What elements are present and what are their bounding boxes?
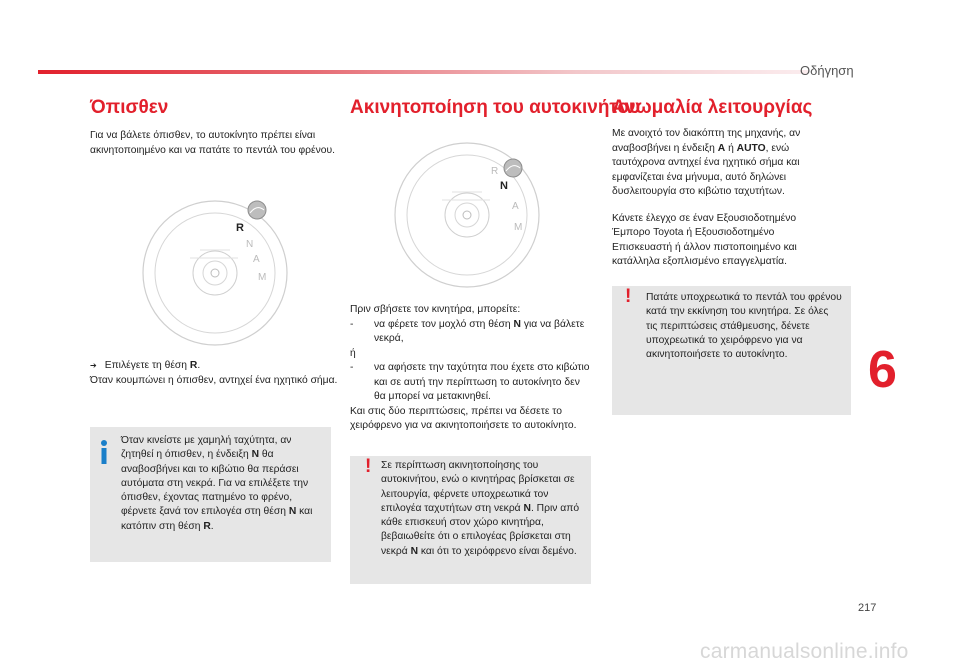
header-accent-bar bbox=[38, 70, 808, 74]
dial-label-a: A bbox=[512, 201, 519, 212]
info-icon bbox=[98, 439, 110, 465]
exclamation-icon: ! bbox=[365, 456, 372, 477]
gear-dial-r-illustration bbox=[140, 198, 290, 348]
exclamation-icon: ! bbox=[625, 286, 632, 307]
reverse-step: ➔ Επιλέγετε τη θέση R. Όταν κουμπώνει η όπισθεν, αντηχεί ένα ηχητικό σήμα. bbox=[90, 360, 338, 386]
malfunction-text: Με ανοιχτό τον διακόπτη της μηχανής, αν αναβοσβήνει η ένδειξη A ή AUTO, ενώ ταυτόχρονα αντηχεί ένα ηχητικό σήμα και εμφανίζεται ένα μήνυμα, αυτό δηλώνει δυσλειτουργία στο κιβώτιο ταχυτήτων. Κάνετε έλεγχο σε έναν Εξουσιοδοτημένο Έμπορο Toyota ή Εξουσιοδοτημένο Επισκευαστή ή άλλον πιστοποιημένο και κατάλληλα εξοπλισμένο επαγγελματία. bbox=[612, 128, 801, 267]
warning-box-malfunction bbox=[612, 286, 851, 415]
heading-immobilisation: Ακινητοποίηση του αυτοκινήτου bbox=[350, 97, 641, 118]
info-box-text: Όταν κινείστε με χαμηλή ταχύτητα, αν ζητηθεί η όπισθεν, η ένδειξη N θα αναβοσβήνει και το κιβώτιο θα περάσει αυτόματα στη νεκρά. Για να επιλέξετε την όπισθεν, έχοντας πατημένο το φρένο, φέρνετε ξανά τον επιλογέα στη θέση N και κατόπιν στη θέση R. bbox=[121, 435, 313, 532]
heading-reverse: Όπισθεν bbox=[90, 97, 169, 118]
immobilisation-text: Πριν σβήσετε τον κινητήρα, μπορείτε: - να φέρετε τον μοχλό στη θέση N για να βάλετε νεκρά, ή - να αφήσετε την ταχύτητα που έχετε στο κιβώτιο και σε αυτή την περίπτωση το αυτοκίνητο δεν θα μπορεί να μετακινηθεί. Και στις δύο περιπτώσεις, πρέπει να δέσετε το χειρόφρενο για να ακινητοποιήσετε το αυτοκίνητο. bbox=[350, 304, 590, 431]
info-box-reverse bbox=[90, 427, 331, 562]
dial-label-r: R bbox=[236, 222, 244, 234]
page-number: 217 bbox=[858, 602, 877, 614]
dial-label-m: M bbox=[258, 272, 267, 283]
dial-label-r: R bbox=[491, 166, 499, 177]
section-title: Οδήγηση bbox=[800, 63, 854, 78]
dial-label-a: A bbox=[253, 254, 260, 265]
chapter-number: 6 bbox=[868, 341, 897, 399]
arrow-bullet-icon: ➔ bbox=[90, 361, 97, 370]
warning-box-text: Σε περίπτωση ακινητοποίησης του αυτοκινήτου, ενώ ο κινητήρας βρίσκεται σε λειτουργία, φέρνετε υποχρεωτικά τον επιλογέα ταχυτήτων στη νεκρά N. Πριν από κάθε επισκευή στον χώρο κινητήρα, βεβαιωθείτε ότι ο επιλογέας βρίσκεται στη νεκρά N και ότι το χειρόφρενο είναι δεμένο. bbox=[381, 460, 580, 557]
warning-box-immobilisation bbox=[350, 456, 591, 584]
reverse-intro: Για να βάλετε όπισθεν, το αυτοκίνητο πρέπει είναι ακινητοποιημένο και να πατάτε το πεντάλ του φρένου. bbox=[90, 130, 335, 156]
heading-malfunction: Ανωμαλία λειτουργίας bbox=[612, 97, 813, 118]
gear-dial-n-illustration bbox=[392, 140, 542, 290]
warning-box-text: Πατάτε υποχρεωτικά το πεντάλ του φρένου κατά την εκκίνηση του κινητήρα. Σε όλες τις περιπτώσεις στάθμευσης, δένετε υποχρεωτικά το χειρόφρενο για να ακινητοποιήσετε το αυτοκίνητο. bbox=[646, 292, 842, 361]
watermark: carmanualsonline.info bbox=[700, 640, 909, 663]
dial-label-n: N bbox=[500, 180, 508, 192]
dial-label-n: N bbox=[246, 239, 254, 250]
dial-label-m: M bbox=[514, 222, 523, 233]
